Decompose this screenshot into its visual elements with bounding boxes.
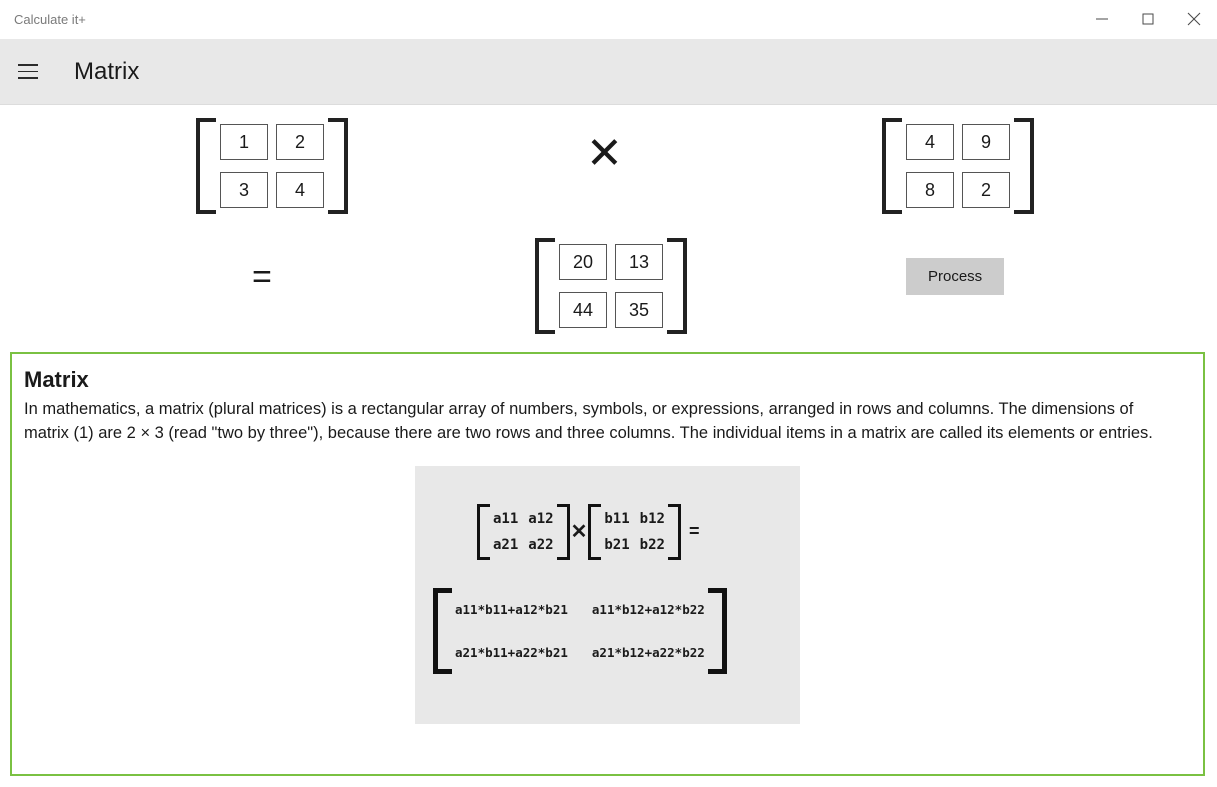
maximize-icon[interactable] bbox=[1125, 0, 1171, 38]
bracket-right-icon bbox=[560, 504, 570, 560]
info-description: In mathematics, a matrix (plural matrices) is a rectangular array of numbers, symbols, or expressions, arranged in rows and columns. The dimensions of matrix (1) are 2 × 3 (read "two by three"), because there are two rows and three columns. The individual items in a matrix are called its elements or entries. bbox=[24, 400, 1153, 443]
matrix-a-cell-2[interactable]: 3 bbox=[220, 172, 268, 208]
matrix-b bbox=[882, 118, 1034, 214]
formula-b-cell-2: b21 bbox=[604, 536, 630, 553]
matrix-a bbox=[196, 118, 348, 214]
formula-a-cell-0: a11 bbox=[493, 510, 519, 527]
formula-illustration bbox=[415, 466, 800, 724]
equals-symbol: = bbox=[252, 258, 272, 296]
info-title: Matrix bbox=[24, 367, 89, 392]
bracket-left-icon bbox=[477, 504, 487, 560]
formula-a-cell-3: a22 bbox=[528, 536, 554, 553]
matrix-result bbox=[535, 238, 687, 334]
matrix-b-cell-0[interactable]: 4 bbox=[906, 124, 954, 160]
formula-b-cell-1: b12 bbox=[639, 510, 665, 527]
page-title: Matrix bbox=[74, 57, 140, 85]
formula-a-cell-2: a21 bbox=[493, 536, 519, 553]
bracket-right-icon bbox=[1018, 118, 1034, 214]
matrix-result-cell-3: 35 bbox=[615, 292, 663, 328]
matrix-result-cell-0: 20 bbox=[559, 244, 607, 280]
bracket-left-icon bbox=[433, 588, 447, 674]
matrix-result-cell-2: 44 bbox=[559, 292, 607, 328]
matrix-result-cell-1: 13 bbox=[615, 244, 663, 280]
bracket-left-icon bbox=[196, 118, 212, 214]
formula-matrix-b bbox=[588, 504, 681, 560]
formula-matrix-a-cells bbox=[487, 504, 560, 560]
close-icon[interactable] bbox=[1171, 0, 1217, 38]
matrix-a-cell-3[interactable]: 4 bbox=[276, 172, 324, 208]
formula-row-result bbox=[433, 588, 727, 674]
matrix-b-cell-2[interactable]: 8 bbox=[906, 172, 954, 208]
title-bar bbox=[0, 0, 1217, 39]
app-bar bbox=[0, 39, 1217, 105]
info-panel bbox=[10, 352, 1205, 776]
matrix-a-cell-1[interactable]: 2 bbox=[276, 124, 324, 160]
formula-b-cell-3: b22 bbox=[639, 536, 665, 553]
formula-a-cell-1: a12 bbox=[528, 510, 554, 527]
matrix-b-cell-3[interactable]: 2 bbox=[962, 172, 1010, 208]
bracket-right-icon bbox=[671, 504, 681, 560]
hamburger-menu-icon[interactable] bbox=[0, 39, 56, 104]
matrix-a-cells bbox=[212, 118, 332, 214]
matrix-b-cell-1[interactable]: 9 bbox=[962, 124, 1010, 160]
bracket-left-icon bbox=[535, 238, 551, 334]
formula-result-cell-0: a11*b11+a12*b21 bbox=[455, 601, 568, 617]
formula-result-cell-2: a21*b11+a22*b21 bbox=[455, 644, 568, 660]
multiply-operator: ✕ bbox=[586, 129, 623, 178]
formula-result-cell-3: a21*b12+a22*b22 bbox=[591, 644, 705, 660]
formula-equals-symbol: = bbox=[688, 521, 700, 541]
matrix-result-cells bbox=[551, 238, 671, 334]
process-button[interactable]: Process bbox=[906, 258, 1004, 295]
bracket-right-icon bbox=[332, 118, 348, 214]
formula-b-cell-0: b11 bbox=[604, 510, 630, 527]
matrix-b-cells bbox=[898, 118, 1018, 214]
bracket-right-icon bbox=[671, 238, 687, 334]
matrix-a-cell-0[interactable]: 1 bbox=[220, 124, 268, 160]
formula-row-top bbox=[477, 504, 699, 560]
bracket-left-icon bbox=[588, 504, 598, 560]
minimize-icon[interactable] bbox=[1079, 0, 1125, 38]
window-title: Calculate it+ bbox=[14, 11, 86, 27]
calculator-work-area bbox=[0, 105, 1217, 350]
formula-matrix-a bbox=[477, 504, 570, 560]
bracket-right-icon bbox=[713, 588, 727, 674]
formula-result-cells bbox=[447, 588, 713, 674]
window-controls bbox=[1079, 0, 1217, 38]
bracket-left-icon bbox=[882, 118, 898, 214]
formula-multiply-operator: ✕ bbox=[570, 521, 588, 543]
formula-matrix-b-cells bbox=[598, 504, 671, 560]
formula-result-cell-1: a11*b12+a12*b22 bbox=[591, 601, 705, 617]
